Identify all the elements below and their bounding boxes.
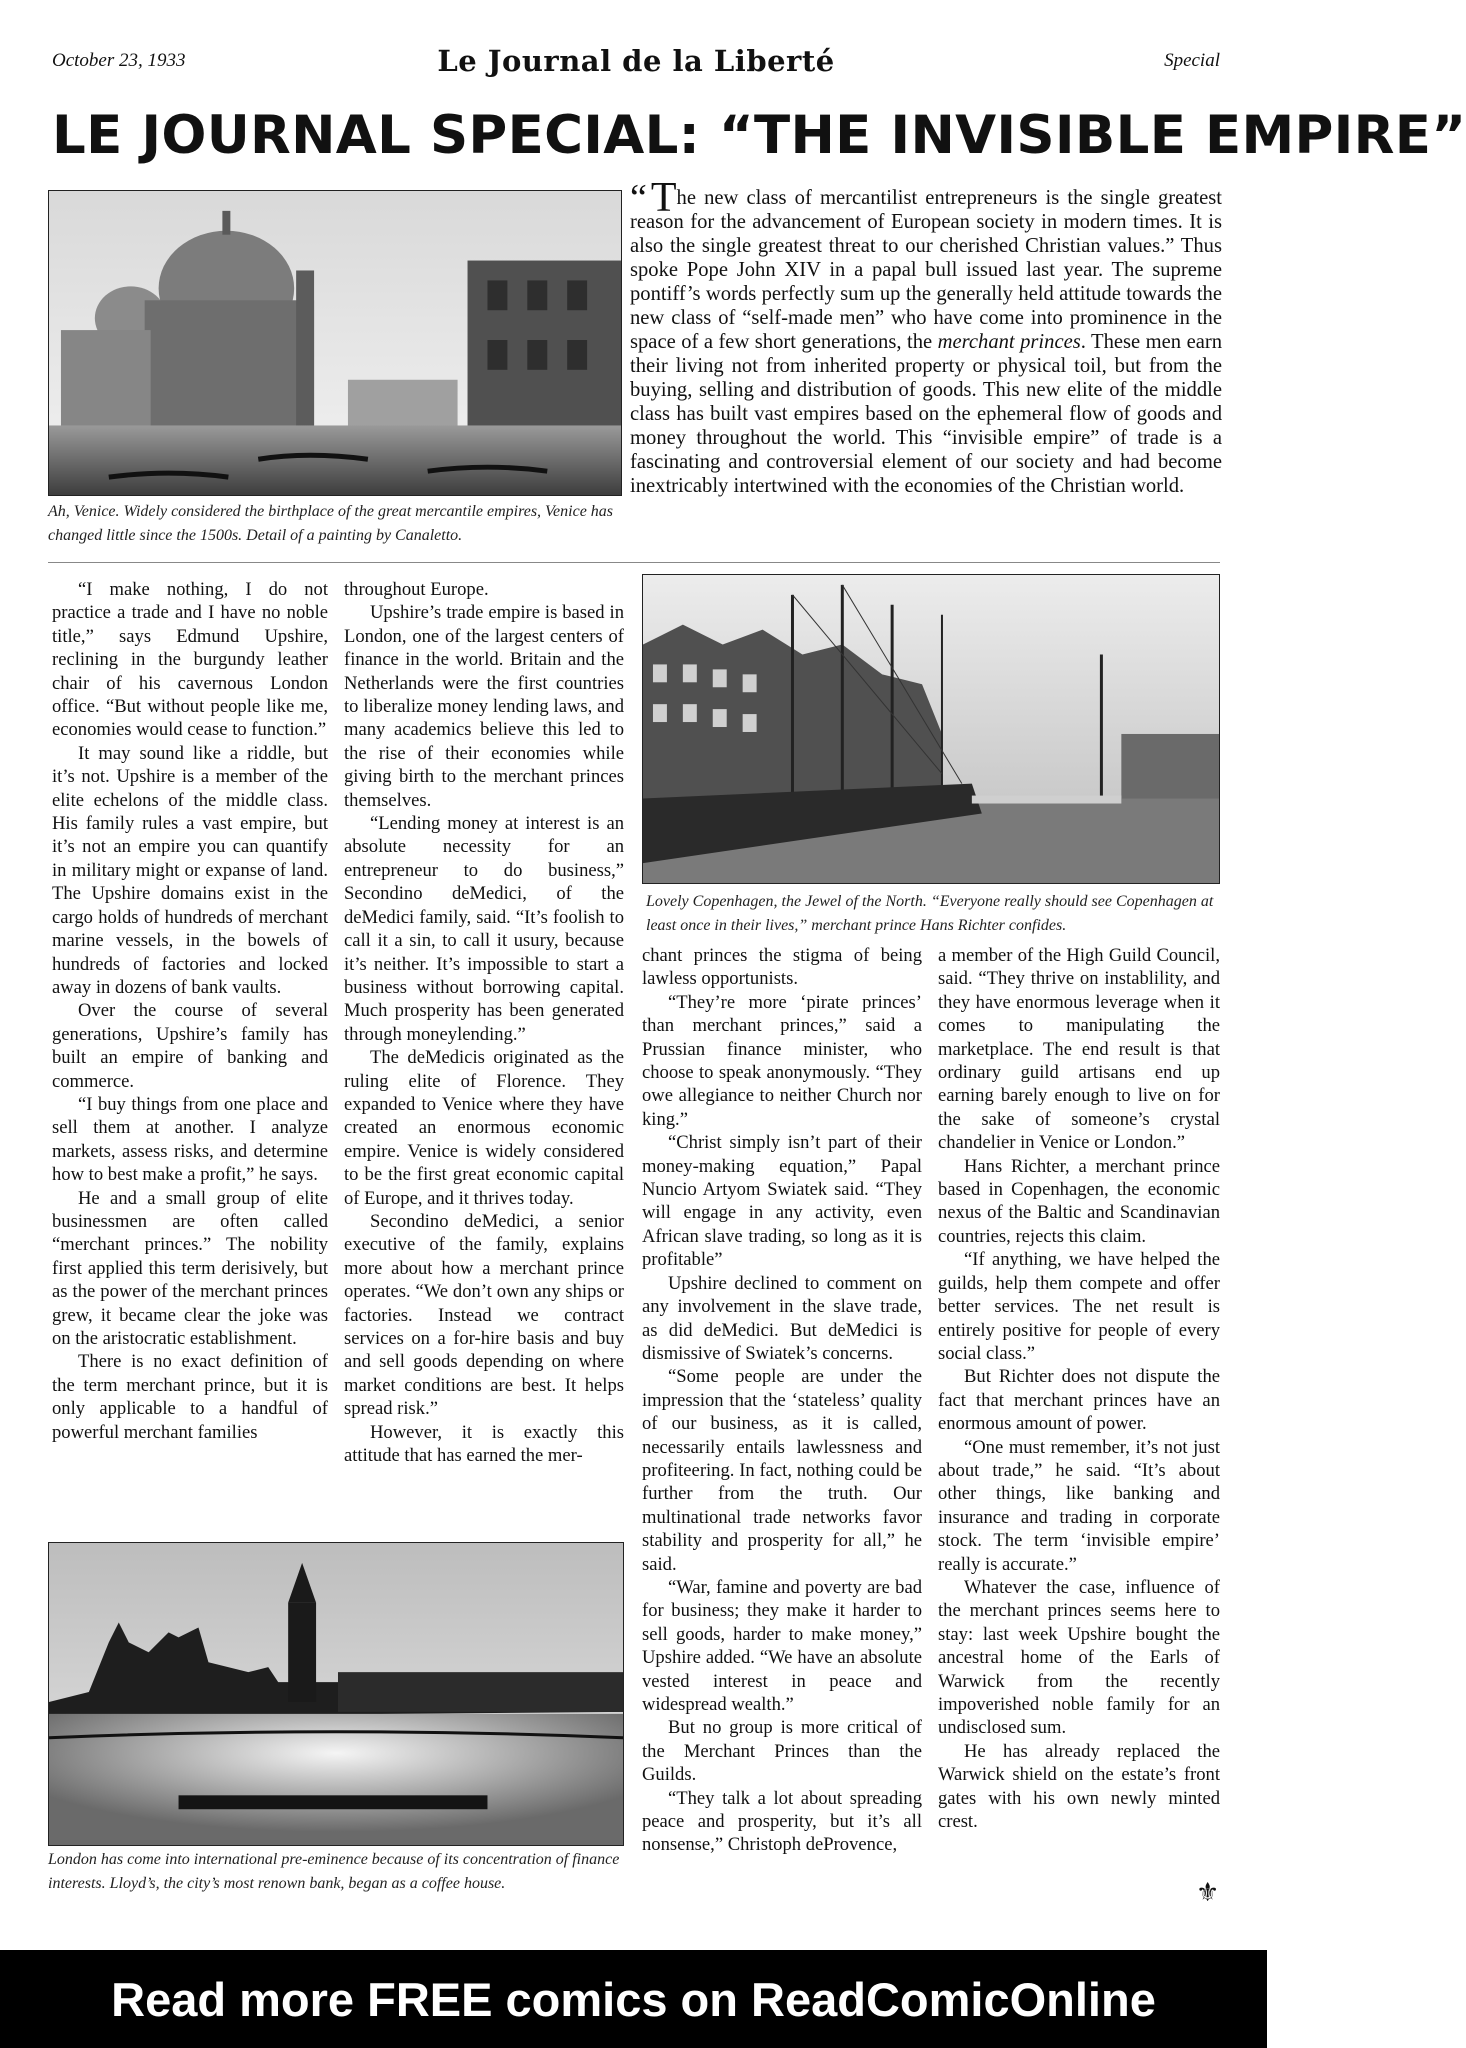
london-caption: London has come into international pre-eminence because of its concentration of finance interests. Lloyd’s, the city’s most renown bank, began as a coffee house. [48, 1851, 620, 1892]
article-paragraph: The deMedicis originated as the ruling elite of Florence. They expanded to Venice where they have created an enormous economic empire. Venice is widely considered to be the first great economic capital of Europe, and it thrives today. [344, 1047, 624, 1209]
masthead [52, 44, 1220, 84]
intro-open-quote: “ [630, 177, 647, 219]
article-paragraph: But no group is more critical of the Merchant Princes than the Guilds. [642, 1717, 922, 1786]
issue-date: October 23, 1933 [52, 50, 186, 71]
intro-drop-cap: T [650, 175, 677, 221]
article-column-4 [938, 944, 1220, 1907]
section-divider [48, 562, 1220, 563]
article-paragraph: “Christ simply isn’t part of their money-making equation,” Papal Nuncio Artyom Swiatek said. “They will engage in any activity, even African slave trading, so long as it is profitable” [642, 1132, 922, 1271]
article-column-3 [642, 944, 922, 1904]
article-column-1 [52, 578, 328, 1534]
fleur-de-lis-icon: ⚜ [1196, 1878, 1220, 1907]
newspaper-name: Le Journal de la Liberté [437, 44, 835, 78]
article-paragraph: Upshire declined to comment on any involvement in the slave trade, as did deMedici. But deMedici is dismissive of Swiatek’s concerns. [642, 1272, 922, 1364]
article-paragraph: He has already replaced the Warwick shield on the estate’s front gates with his own newly minted crest. [938, 1740, 1220, 1833]
article-paragraph: “One must remember, it’s not just about trade,” he said. “It’s about other things, like banking and insurance and trading in corporate stock. The term ‘invisible empire’ really is accurate.” [938, 1436, 1220, 1575]
copenhagen-photo [642, 574, 1220, 884]
article-paragraph: Hans Richter, a merchant prince based in Copenhagen, the economic nexus of the Baltic and Scandinavian countries, rejects this claim. [938, 1155, 1220, 1247]
article-paragraph: “They’re more ‘pirate princes’ than merchant princes,” said a Prussian finance minister, who choose to speak anonymously. “They owe allegiance to neither Church nor king.” [642, 991, 922, 1130]
intro-emphasis: merchant princes [937, 331, 1081, 353]
article-paragraph: Secondino deMedici, a senior executive of the family, explains more about how a merchant prince operates. “We don’t own any ships or factories. Instead we contract services on a for-hire basis and buy and sell goods depending on where market conditions are best. It helps spread risk.” [344, 1210, 624, 1420]
article-paragraph: Upshire’s trade empire is based in London, one of the largest centers of finance in the world. Britain and the Netherlands were the first countries to liberalize money lending laws, and many academics believe this led to the rise of their economies while giving birth to the merchant princes themselves. [344, 602, 624, 811]
article-paragraph: There is no exact definition of the term merchant prince, but it is only applicable to a handful of powerful merchant families [52, 1351, 328, 1443]
article-paragraph: a member of the High Guild Council, said. “They thrive on instablility, and they have enormous leverage when it comes to manipulating the marketplace. The end result is that ordinary guild artisans end up earning barely enough to live on for the sake of someone’s crystal chandelier in Venice or London.” [938, 945, 1220, 1154]
promo-banner[interactable] [0, 1950, 1267, 2048]
article-paragraph: “If anything, we have helped the guilds, help them compete and offer better services. The net result is entirely positive for people of every social class.” [938, 1249, 1220, 1364]
venice-caption: Ah, Venice. Widely considered the birthplace of the great mercantile empires, Venice has changed little since the 1500s. Detail of a painting by Canaletto. [48, 503, 614, 544]
intro-text-a: he new class of mercantilist entrepreneurs is the single greatest reason for the advancement of European society in modern times. It is also the single greatest threat to our cherished Christian values.” Thus spoke Pope John XIV in a papal bull issued last year. The supreme pontiff’s words perfectly sum up the generally held attitude towards the new class of “self-made men” who have come into prominence in the space of a few short generations, the [630, 187, 1222, 353]
section-label: Special [1164, 50, 1220, 71]
article-paragraph: “They talk a lot about spreading peace and prosperity, but it’s all nonsense,” Christoph deProvence, [642, 1787, 922, 1856]
article-column-2 [344, 578, 624, 1534]
article-paragraph: “Some people are under the impression that the ‘stateless’ quality of our business, as it is called, necessarily entails lawlessness and profiteering. In fact, nothing could be further from the truth. Our multinational trade networks favor stability and prosperity for all,” he said. [642, 1366, 922, 1575]
article-paragraph: Whatever the case, influence of the merchant princes seems here to stay: last week Upshire bought the ancestral home of the Earls of Warwick from the recently impoverished noble family for an undisclosed sum. [938, 1576, 1220, 1739]
venice-photo [48, 190, 622, 496]
article-paragraph: But Richter does not dispute the fact that merchant princes have an enormous amount of power. [938, 1366, 1220, 1435]
article-paragraph: However, it is exactly this attitude that has earned the mer- [344, 1421, 624, 1467]
intro-paragraph [630, 175, 1223, 498]
article-paragraph: “Lending money at interest is an absolute necessity for an entrepreneur to do business,” Secondino deMedici, of the deMedici family, said. “It’s foolish to call it a sin, to call it usury, because it’s neither. It’s impossible to start a business without borrowing capital. Much prosperity has been generated through moneylending.” [344, 813, 624, 1045]
article-paragraph: chant princes the stigma of being lawless opportunists. [642, 945, 922, 990]
promo-banner-text[interactable]: Read more FREE comics on ReadComicOnline [111, 1972, 1156, 2026]
article-paragraph: “I make nothing, I do not practice a trade and I have no noble title,” says Edmund Upshire, reclining in the burgundy leather chair of his cavernous London office. “But without people like me, economies would cease to function.” [52, 579, 328, 741]
article-paragraph: “War, famine and poverty are bad for business; they make it harder to sell goods, harder to make money,” Upshire added. “We have an absolute vested interest in peace and widespread wealth.” [642, 1576, 922, 1715]
article-paragraph: It may sound like a riddle, but it’s not. Upshire is a member of the elite echelons of the middle class. His family rules a vast empire, but it’s not an empire you can quantify in military might or expanse of land. The Upshire domains exist in the cargo holds of hundreds of merchant marine vessels, in the bowels of hundreds of factories and locked away in dozens of bank vaults. [52, 742, 328, 998]
article-paragraph: throughout Europe. [344, 579, 489, 600]
headline: LE JOURNAL SPECIAL: “THE INVISIBLE EMPIRE” [52, 105, 1466, 166]
intro-text-b: . These men earn their living not from inherited property or physical toil, but from the buying, selling and distribution of goods. This new elite of the middle class has built vast empires based on the ephemeral flow of goods and money throughout the world. This “invisible empire” of trade is a fascinating and controversial element of our society and had become inextricably intertwined with the economies of the Christian world. [630, 331, 1223, 497]
article-paragraph: “I buy things from one place and sell them at another. I analyze markets, assess risks, and determine how to best make a profit,” he says. [52, 1093, 328, 1186]
copenhagen-caption: Lovely Copenhagen, the Jewel of the North. “Everyone really should see Copenhagen at least once in their lives,” merchant prince Hans Richter confides. [646, 893, 1214, 934]
london-photo [48, 1542, 624, 1846]
article-paragraph: He and a small group of elite businessmen are often called “merchant princes.” The nobility first applied this term derisively, but as the power of the merchant princes grew, it became clear the joke was on the aristocratic establishment. [52, 1187, 328, 1349]
article-paragraph: Over the course of several generations, Upshire’s family has built an empire of banking and commerce. [52, 1000, 328, 1092]
